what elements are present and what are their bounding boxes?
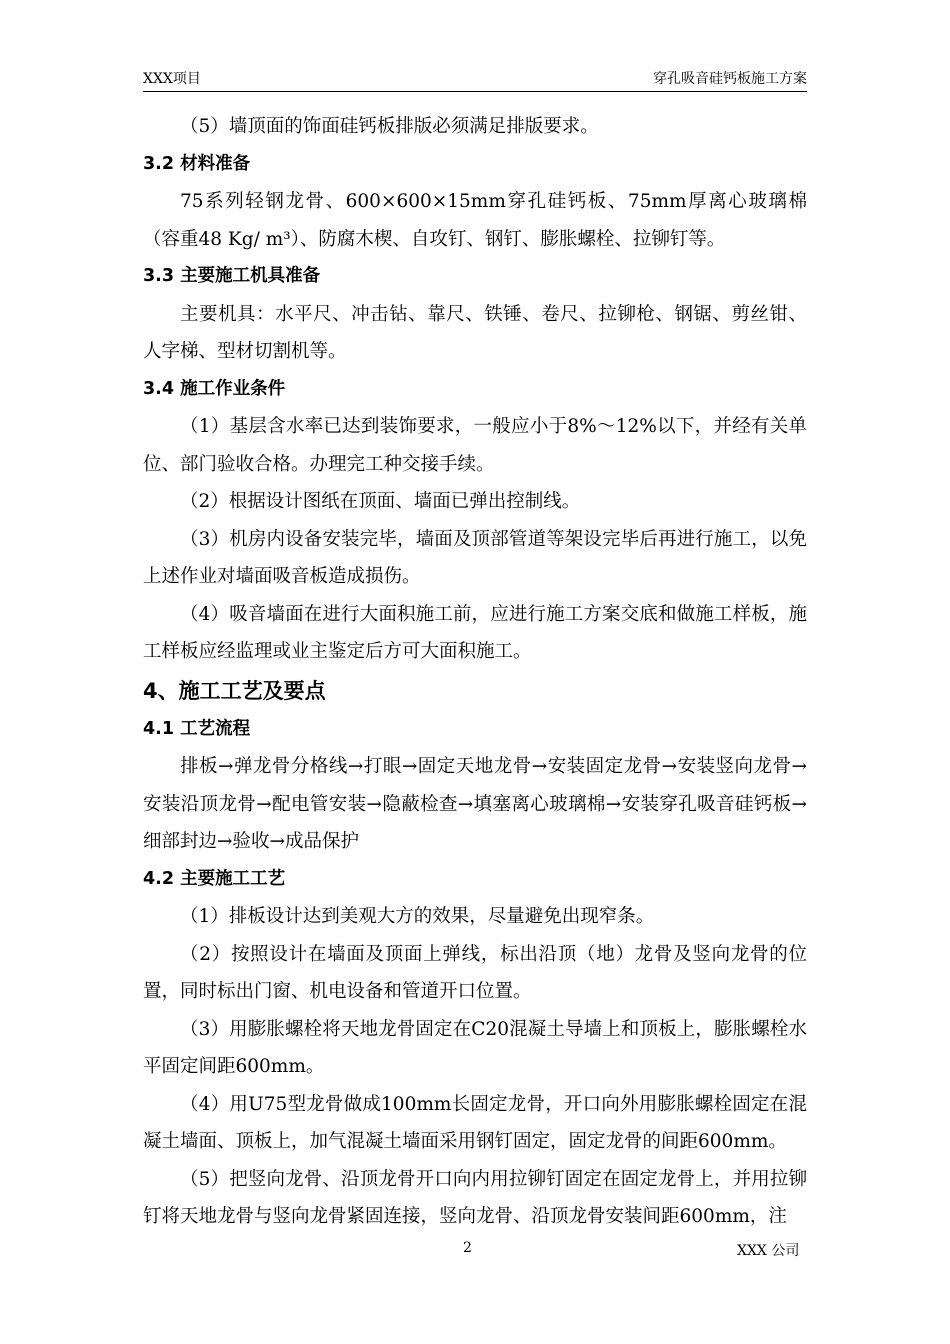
section-heading-4-2: 4.2 主要施工工艺: [143, 868, 286, 889]
paragraph: （3）机房内设备安装完毕，墙面及顶部管道等架设完毕后再进行施工，以免上述作业对墙面吸音板造成损伤。: [143, 528, 807, 587]
header-project-name: XXX项目: [143, 71, 201, 87]
paragraph: 主要机具：水平尺、冲击钻、靠尺、铁锤、卷尺、拉铆枪、钢锯、剪丝钳、人字梯、型材切割机等。: [143, 303, 807, 362]
paragraph: （2）根据设计图纸在顶面、墙面已弹出控制线。: [180, 491, 581, 512]
section-heading-4-1: 4.1 工艺流程: [143, 718, 251, 739]
section-heading-3-3: 3.3 主要施工机具准备: [143, 266, 321, 286]
paragraph: （4）用U75型龙骨做成100mm长固定龙骨，开口向外用膨胀螺栓固定在混凝土墙面、顶板上，加气混凝土墙面采用钢钉固定，固定龙骨的间距600mm。: [143, 1093, 807, 1152]
paragraph: （3）用膨胀螺栓将天地龙骨固定在C20混凝土导墙上和顶板上，膨胀螺栓水平固定间距600mm。: [143, 1018, 807, 1077]
paragraph: （1）排板设计达到美观大方的效果，尽量避免出现窄条。: [180, 906, 655, 927]
paragraph: 75系列轻钢龙骨、600×600×15mm穿孔硅钙板、75mm厚离心玻璃棉（容重48 Kg/ m³）、防腐木楔、自攻钉、钢钉、膨胀螺栓、拉铆钉等。: [143, 191, 807, 250]
paragraph: （4）吸音墙面在进行大面积施工前，应进行施工方案交底和做施工样板，施工样板应经监理或业主鉴定后方可大面积施工。: [143, 603, 807, 662]
chapter-heading-4: 4、施工工艺及要点: [143, 678, 326, 703]
paragraph: （2）按照设计在墙面及顶面上弹线，标出沿顶（地）龙骨及竖向龙骨的位置，同时标出门窗、机电设备和管道开口位置。: [143, 943, 807, 1002]
section-heading-3-2: 3.2 材料准备: [143, 153, 251, 174]
footer-company-name: XXX 公司: [737, 1243, 800, 1259]
page-body: [143, 108, 807, 1236]
page-number: 2: [463, 1240, 472, 1256]
paragraph: 排板→弹龙骨分格线→打眼→固定天地龙骨→安装固定龙骨→安装竖向龙骨→安装沿顶龙骨→配电管安装→隐蔽检查→填塞离心玻璃棉→安装穿孔吸音硅钙板→细部封边→验收→成品保护: [143, 756, 807, 852]
paragraph: （5）墙顶面的饰面硅钙板排版必须满足排版要求。: [180, 116, 599, 137]
paragraph: （1）基层含水率已达到装饰要求，一般应小于8%～12%以下，并经有关单位、部门验收合格。办理完工种交接手续。: [143, 416, 807, 475]
paragraph: （5）把竖向龙骨、沿顶龙骨开口向内用拉铆钉固定在固定龙骨上，并用拉铆钉将天地龙骨与竖向龙骨紧固连接，竖向龙骨、沿顶龙骨安装间距600mm，注: [143, 1168, 807, 1227]
section-heading-3-4: 3.4 施工作业条件: [143, 378, 286, 399]
header-divider: [143, 91, 807, 92]
header-document-title: 穿孔吸音硅钙板施工方案: [653, 71, 807, 87]
